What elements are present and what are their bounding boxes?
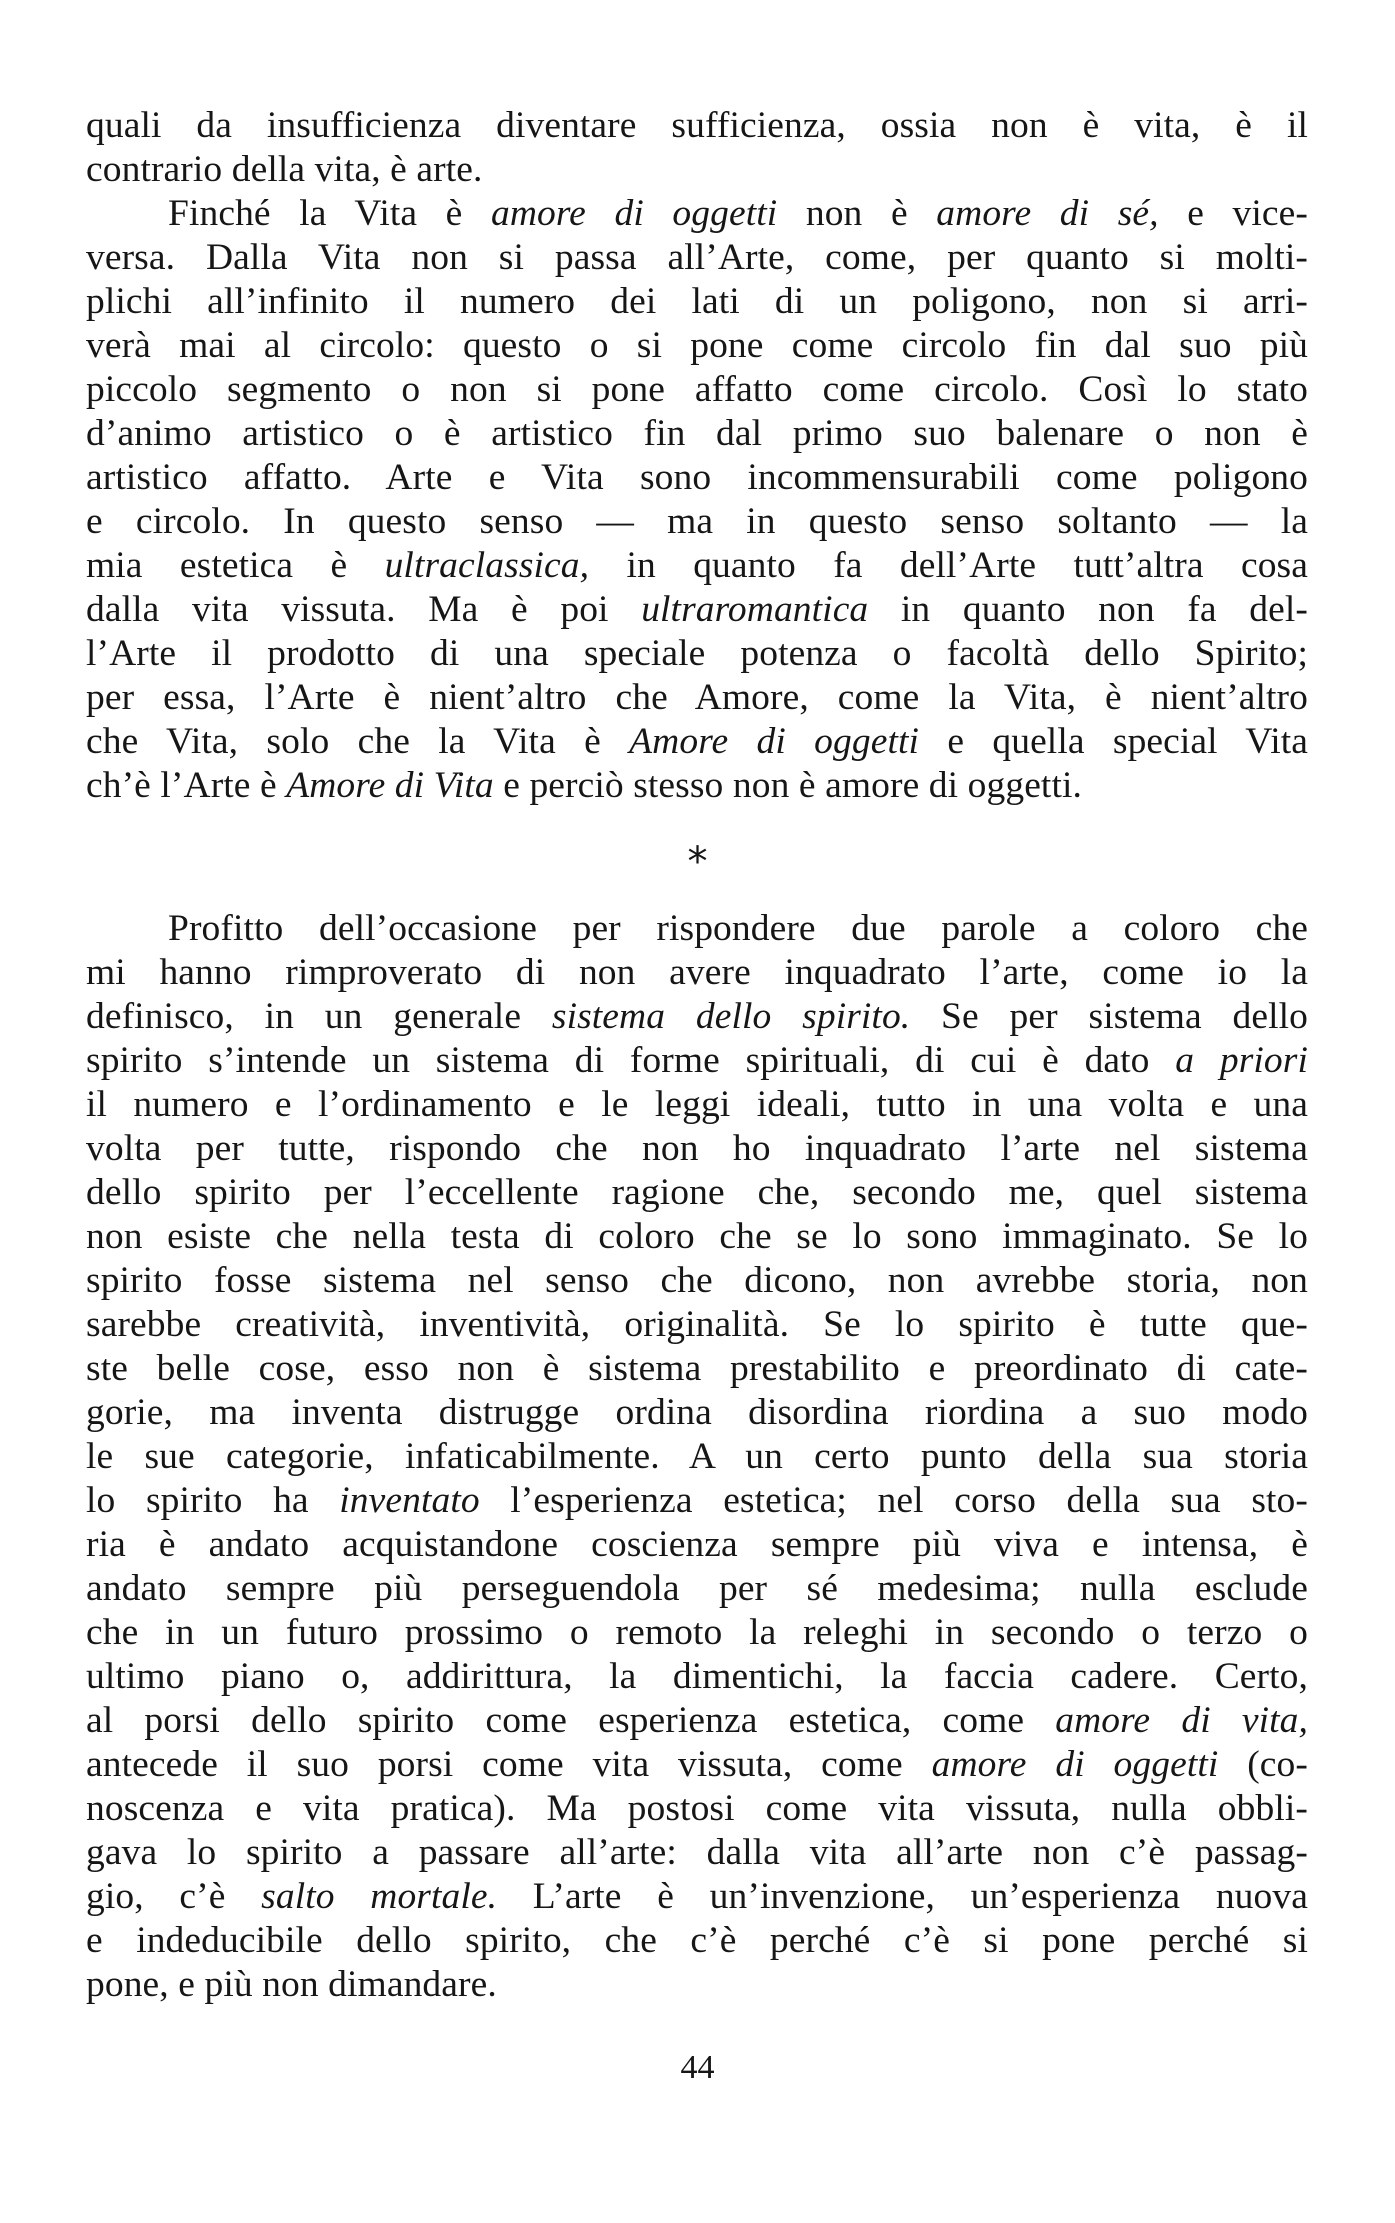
text-line: che in un futuro prossimo o remoto la releghi in secondo o terzo o [86,1612,1308,1653]
italic-phrase: amore di vita, [1055,1700,1308,1741]
text-line: noscenza e vita pratica). Ma postosi come vita vissuta, nulla obbli- [86,1788,1308,1829]
text-line: al porsi dello spirito come esperienza estetica, come amore di vita, [86,1700,1308,1741]
text-line: antecede il suo porsi come vita vissuta, come amore di oggetti (co- [86,1744,1308,1785]
italic-phrase: sistema dello spirito. [551,996,911,1037]
text-line: e indeducibile dello spirito, che c’è perché c’è si pone perché si [86,1920,1308,1961]
italic-phrase: amore di oggetti [931,1744,1219,1785]
text-line: quali da insufficienza diventare sufficienza, ossia non è vita, è il [86,105,1308,146]
text-line: ch’è l’Arte è Amore di Vita e perciò stesso non è amore di oggetti. [86,765,1082,806]
text-line: dello spirito per l’eccellente ragione che, secondo me, quel sistema [86,1172,1308,1213]
text-line: pone, e più non dimandare. [86,1964,497,2005]
italic-phrase: amore di oggetti [490,193,778,234]
text-line: verà mai al circolo: questo o si pone come circolo fin dal suo più [86,325,1308,366]
text-line: dalla vita vissuta. Ma è poi ultraromantica in quanto non fa del- [86,589,1308,630]
text-line: spirito fosse sistema nel senso che dicono, non avrebbe storia, non [86,1260,1308,1301]
text-line: plichi all’infinito il numero dei lati di un poligono, non si arri- [86,281,1308,322]
text-line: non esiste che nella testa di coloro che se lo sono immaginato. Se lo [86,1216,1308,1257]
text-line: andato sempre più perseguendola per sé medesima; nulla esclude [86,1568,1308,1609]
italic-phrase: amore di sé, [936,193,1159,234]
paragraph-2 [86,907,1308,2007]
text-line: ste belle cose, esso non è sistema prestabilito e preordinato di cate- [86,1348,1308,1389]
text-line: sarebbe creatività, inventività, originalità. Se lo spirito è tutte que- [86,1304,1308,1345]
text-line: contrario della vita, è arte. [86,149,483,190]
text-line: mia estetica è ultraclassica, in quanto fa dell’Arte tutt’altra cosa [86,545,1308,586]
text-line: Finché la Vita è amore di oggetti non è amore di sé, e vice- [168,193,1308,234]
italic-phrase: a priori [1175,1040,1308,1081]
text-line: Profitto dell’occasione per rispondere due parole a coloro che [168,908,1308,949]
text-line: versa. Dalla Vita non si passa all’Arte, come, per quanto si molti- [86,237,1308,278]
italic-phrase: Amore di oggetti [629,721,920,762]
italic-phrase: ultraclassica, [384,545,590,586]
text-line: definisco, in un generale sistema dello spirito. Se per sistema dello [86,996,1308,1037]
text-line: e circolo. In questo senso — ma in questo senso soltanto — la [86,501,1308,542]
text-line: mi hanno rimproverato di non avere inquadrato l’arte, come io la [86,952,1308,993]
text-line: gio, c’è salto mortale. L’arte è un’invenzione, un’esperienza nuova [86,1876,1308,1917]
text-line: d’animo artistico o è artistico fin dal primo suo balenare o non è [86,413,1308,454]
section-separator: * [687,839,708,885]
text-line: l’Arte il prodotto di una speciale potenza o facoltà dello Spirito; [86,633,1308,674]
text-line: il numero e l’ordinamento e le leggi ideali, tutto in una volta e una [86,1084,1308,1125]
text-line: le sue categorie, infaticabilmente. A un certo punto della sua storia [86,1436,1308,1477]
italic-phrase: ultraromantica [641,589,869,630]
text-line: che Vita, solo che la Vita è Amore di oggetti e quella special Vita [86,721,1308,762]
text-line: lo spirito ha inventato l’esperienza estetica; nel corso della sua sto- [86,1480,1308,1521]
paragraph-1 [86,104,1308,808]
text-line: spirito s’intende un sistema di forme spirituali, di cui è dato a priori [86,1040,1308,1081]
italic-phrase: salto mortale. [261,1876,498,1917]
italic-phrase: inventato [339,1480,480,1521]
text-line: volta per tutte, rispondo che non ho inquadrato l’arte nel sistema [86,1128,1308,1169]
text-line: gorie, ma inventa distrugge ordina disordina riordina a suo modo [86,1392,1308,1433]
text-line: piccolo segmento o non si pone affatto come circolo. Così lo stato [86,369,1308,410]
text-line: per essa, l’Arte è nient’altro che Amore, come la Vita, è nient’altro [86,677,1308,718]
text-line: artistico affatto. Arte e Vita sono incommensurabili come poligono [86,457,1308,498]
text-line: gava lo spirito a passare all’arte: dalla vita all’arte non c’è passag- [86,1832,1308,1873]
page-number: 44 [680,2049,715,2086]
italic-phrase: Amore di Vita [286,765,494,806]
text-line: ria è andato acquistandone coscienza sempre più viva e intensa, è [86,1524,1308,1565]
text-line: ultimo piano o, addirittura, la dimentichi, la faccia cadere. Certo, [86,1656,1308,1697]
